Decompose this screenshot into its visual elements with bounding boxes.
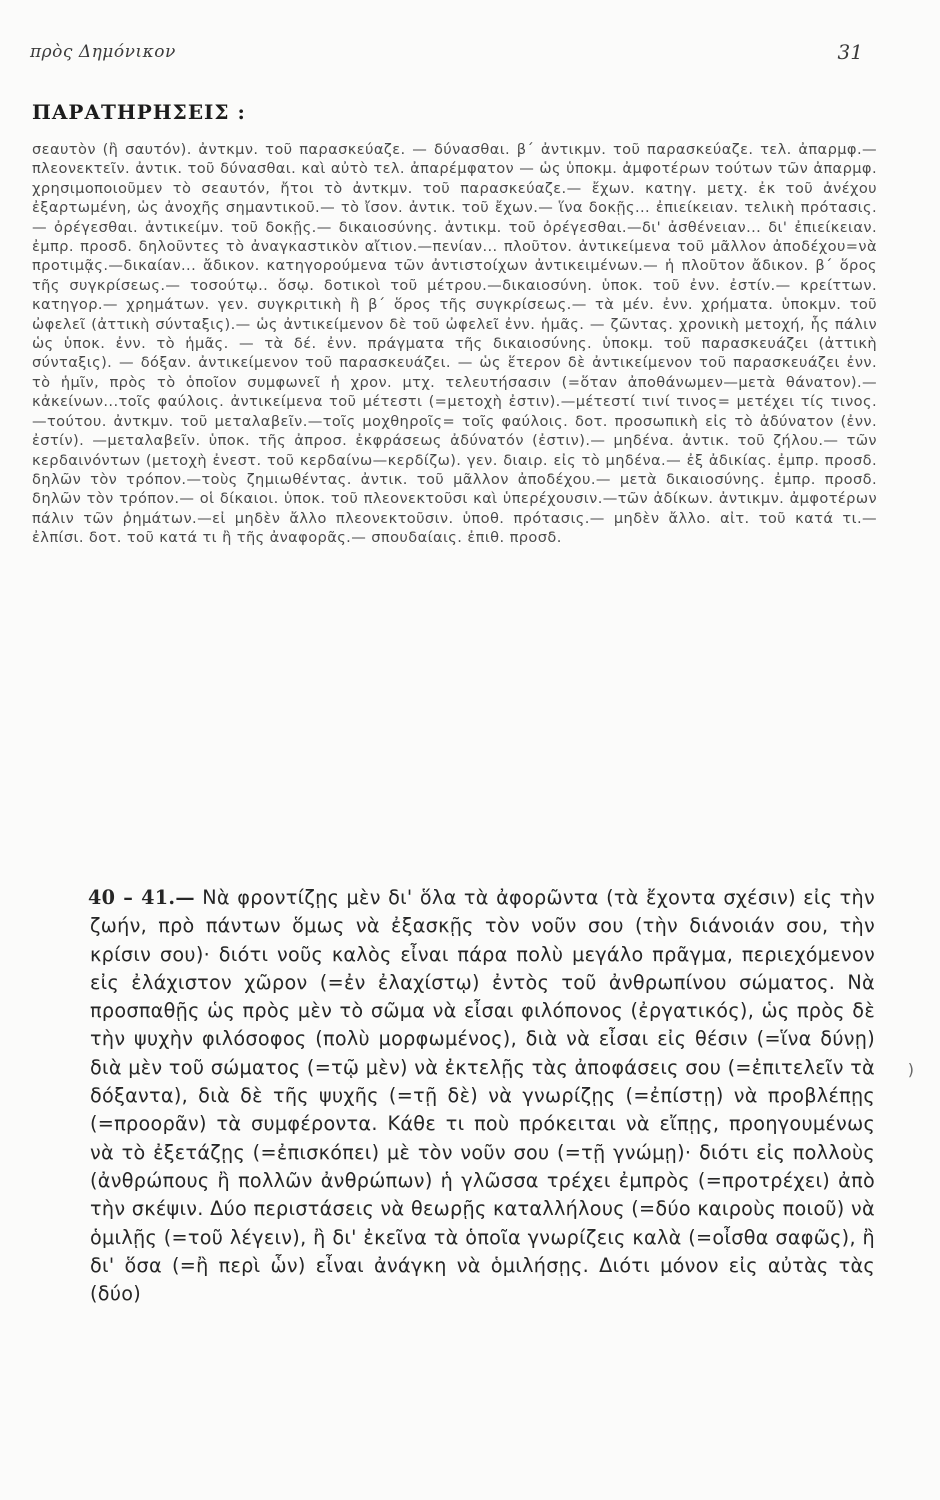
translation-paragraph: [90, 884, 875, 1308]
section-heading: ΠΑΡΑΤΗΡΗΣΕΙΣ :: [32, 100, 246, 124]
page-number: 31: [837, 40, 863, 64]
translation-text: Νὰ φροντίζῃς μὲν δι' ὅλα τὰ ἀφορῶντα (τὰ ἔχοντα σχέσιν) εἰς τὴν ζωήν, πρὸ πάντων ὅμως νὰ ἐξασκῇς τὸν νοῦν σου (τὴν διάνοιάν σου, τὴν κρίσιν σου)· διότι νοῦς καλὸς εἶναι πάρα πολὺ μεγάλο πρᾶγμα, περιεχόμενον εἰς ἐλάχιστον χῶρον (=ἐν ἐλαχίστῳ) ἐντὸς τοῦ ἀνθρωπίνου σώματος. Νὰ προσπαθῇς ὡς πρὸς μὲν τὸ σῶμα νὰ εἶσαι φιλόπονος (ἐργατικός), ὡς πρὸς δὲ τὴν ψυχὴν φιλόσοφος (πολὺ μορφωμένος), διὰ νὰ εἶσαι εἰς θέσιν (=ἵνα δύνῃ) διὰ μὲν τοῦ σώματος (=τῷ μὲν) νὰ ἐκτελῇς τὰς ἀποφάσεις σου (=ἐπιτελεῖν τὰ δόξαντα), διὰ δὲ τῆς ψυχῆς (=τῇ δὲ) νὰ γνωρίζῃς (=ἐπίστῃ) νὰ προβλέπῃς (=προορᾶν) τὰ συμφέροντα. Κάθε τι ποὺ πρόκειται νὰ εἴπῃς, προηγουμένως νὰ τὸ ἐξετάζῃς (=ἐπισκόπει) μὲ τὸν νοῦν σου (=τῇ γνώμῃ)· διότι εἰς πολλοὺς (ἀνθρώπους ἢ πολλῶν ἀνθρώπων) ἡ γλῶσσα τρέχει ἐμπρὸς (=προτρέχει) ἀπὸ τὴν σκέψιν. Δύο περιστάσεις νὰ θεωρῇς καταλλήλους (=δύο καιροὺς ποιοῦ) νὰ ὁμιλῇς (=τοῦ λέγειν), ἢ δι' ἐκεῖνα τὰ ὁποῖα γνωρίζεις καλὰ (=οἶσθα σαφῶς), ἢ δι' ὅσα (=ἢ περὶ ὧν) εἶναι ἀνάγκη νὰ ὁμιλήσῃς. Διότι μόνον εἰς αὐτὰς τὰς (δύο): [90, 886, 875, 1306]
grammatical-notes: σεαυτὸν (ἢ σαυτόν). ἀντκμν. τοῦ παρασκεύαζε. — δύνασθαι. β΄ ἀντικμν. τοῦ παρασκεύαζε. τελ. ἀπαρμφ.—πλεονεκτεῖν. ἀντικ. τοῦ δύνασθαι. καὶ αὐτὸ τελ. ἀπαρέμφατον — ὡς ὑποκμ. ἀμφοτέρων τούτων τῶν ἀπαρμφ. χρησιμοποιοῦμεν τὸ σεαυτόν, ἤτοι τὸ ἀντκμν. τοῦ παρασκεύαζε.— ἔχων. κατηγ. μετχ. ἐκ τοῦ ἀνέχου ἐξαρτωμένη, ὡς ἀνοχῆς σημαντικοῦ.— τὸ ἴσον. ἀντικ. τοῦ ἔχων.— ἵνα δοκῇς... ἐπιείκειαν. τελικὴ πρότασις.— ὀρέγεσθαι. ἀντικείμν. τοῦ δοκῇς.— δικαιοσύνης. ἀντικμ. τοῦ ὀρέγεσθαι.—δι' ἀσθένειαν... δι' ἐπιείκειαν. ἐμπρ. προσδ. δηλοῦντες τὸ ἀναγκαστικὸν αἴτιον.—πενίαν... πλοῦτον. ἀντικείμενα τοῦ μᾶλλον ἀποδέχου=νὰ προτιμᾷς.—δικαίαν... ἄδικον. κατηγορούμενα τῶν ἀντιστοίχων ἀντικειμένων.— ἡ πλοῦτον ἄδικον. β΄ ὅρος τῆς συγκρίσεως.— τοσούτῳ.. ὅσῳ. δοτικοὶ τοῦ μέτρου.—δικαιοσύνη. ὑποκ. τοῦ ἐνν. ἐστίν.— κρείττων. κατηγορ.— χρημάτων. γεν. συγκριτικὴ ἢ β΄ ὅρος τῆς συγκρίσεως.— τὰ μέν. ἐνν. χρήματα. ὑποκμν. τοῦ ὠφελεῖ (ἀττικὴ σύνταξις).— ὡς ἀντικείμενον δὲ τοῦ ὠφελεῖ ἐνν. ἡμᾶς. — ζῶντας. χρονικὴ μετοχή, ἧς πάλιν ὡς ὑποκ. ἐνν. τὸ ἡμᾶς. — τὰ δέ. ἐνν. πράγματα τῆς δικαιοσύνης. ὑποκμ. τοῦ παρασκευάζει (ἀττικὴ σύνταξις). — δόξαν. ἀντικείμενον τοῦ παρασκευάζει. — ὡς ἕτερον δὲ ἀντικείμενον τοῦ παρασκευάζει ἐνν. τὸ ἡμῖν, πρὸς τὸ ὁποῖον συμφωνεῖ ἡ χρον. μτχ. τελευτήσασιν (=ὅταν ἀποθάνωμεν—μετὰ θάνατον).— κἀκείνων...τοῖς φαύλοις. ἀντικείμενα τοῦ μέτεστι (=μετοχὴ ἐστιν).—μέτεστί τινί τινος= μετέχει τίς τινος.—τούτου. ἀντκμν. τοῦ μεταλαβεῖν.—τοῖς μοχθηροῖς= τοῖς φαύλοις. δοτ. προσωπικὴ εἰς τὸ ἀδύνατον (ἐνν. ἐστίν). —μεταλαβεῖν. ὑποκ. τῆς ἀπροσ. ἐκφράσεως ἀδύνατόν (ἐστιν).— μηδένα. ἀντικ. τοῦ ζήλου.— τῶν κερδαινόντων (μετοχὴ ἐνεστ. τοῦ κερδαίνω—κερδίζω). γεν. διαιρ. εἰς τὸ μηδένα.— ἐξ ἀδικίας. ἐμπρ. προσδ. δηλῶν τὸν τρόπον.—τοὺς ζημιωθέντας. ἀντικ. τοῦ μᾶλλον ἀποδέχου.— μετὰ δικαιοσύνης. ἐμπρ. προσδ. δηλῶν τὸν τρόπον.— οἱ δίκαιοι. ὑποκ. τοῦ πλεονεκτοῦσι καὶ ὑπερέχουσιν.—τῶν ἀδίκων. ἀντικμν. ἀμφοτέρων πάλιν τῶν ῥημάτων.—εἰ μηδὲν ἄλλο πλεονεκτοῦσιν. ὑποθ. πρότασις.— μηδὲν ἄλλο. αἰτ. τοῦ κατά τι.— ἐλπίσι. δοτ. τοῦ κατά τι ἢ τῆς ἀναφορᾶς.— σπουδαίαις. ἐπιθ. προσδ.: [32, 141, 877, 547]
margin-mark: ): [907, 1060, 914, 1079]
passage-reference: 40 – 41.—: [88, 886, 195, 909]
running-head: πρὸς Δημόνικον: [30, 42, 176, 62]
